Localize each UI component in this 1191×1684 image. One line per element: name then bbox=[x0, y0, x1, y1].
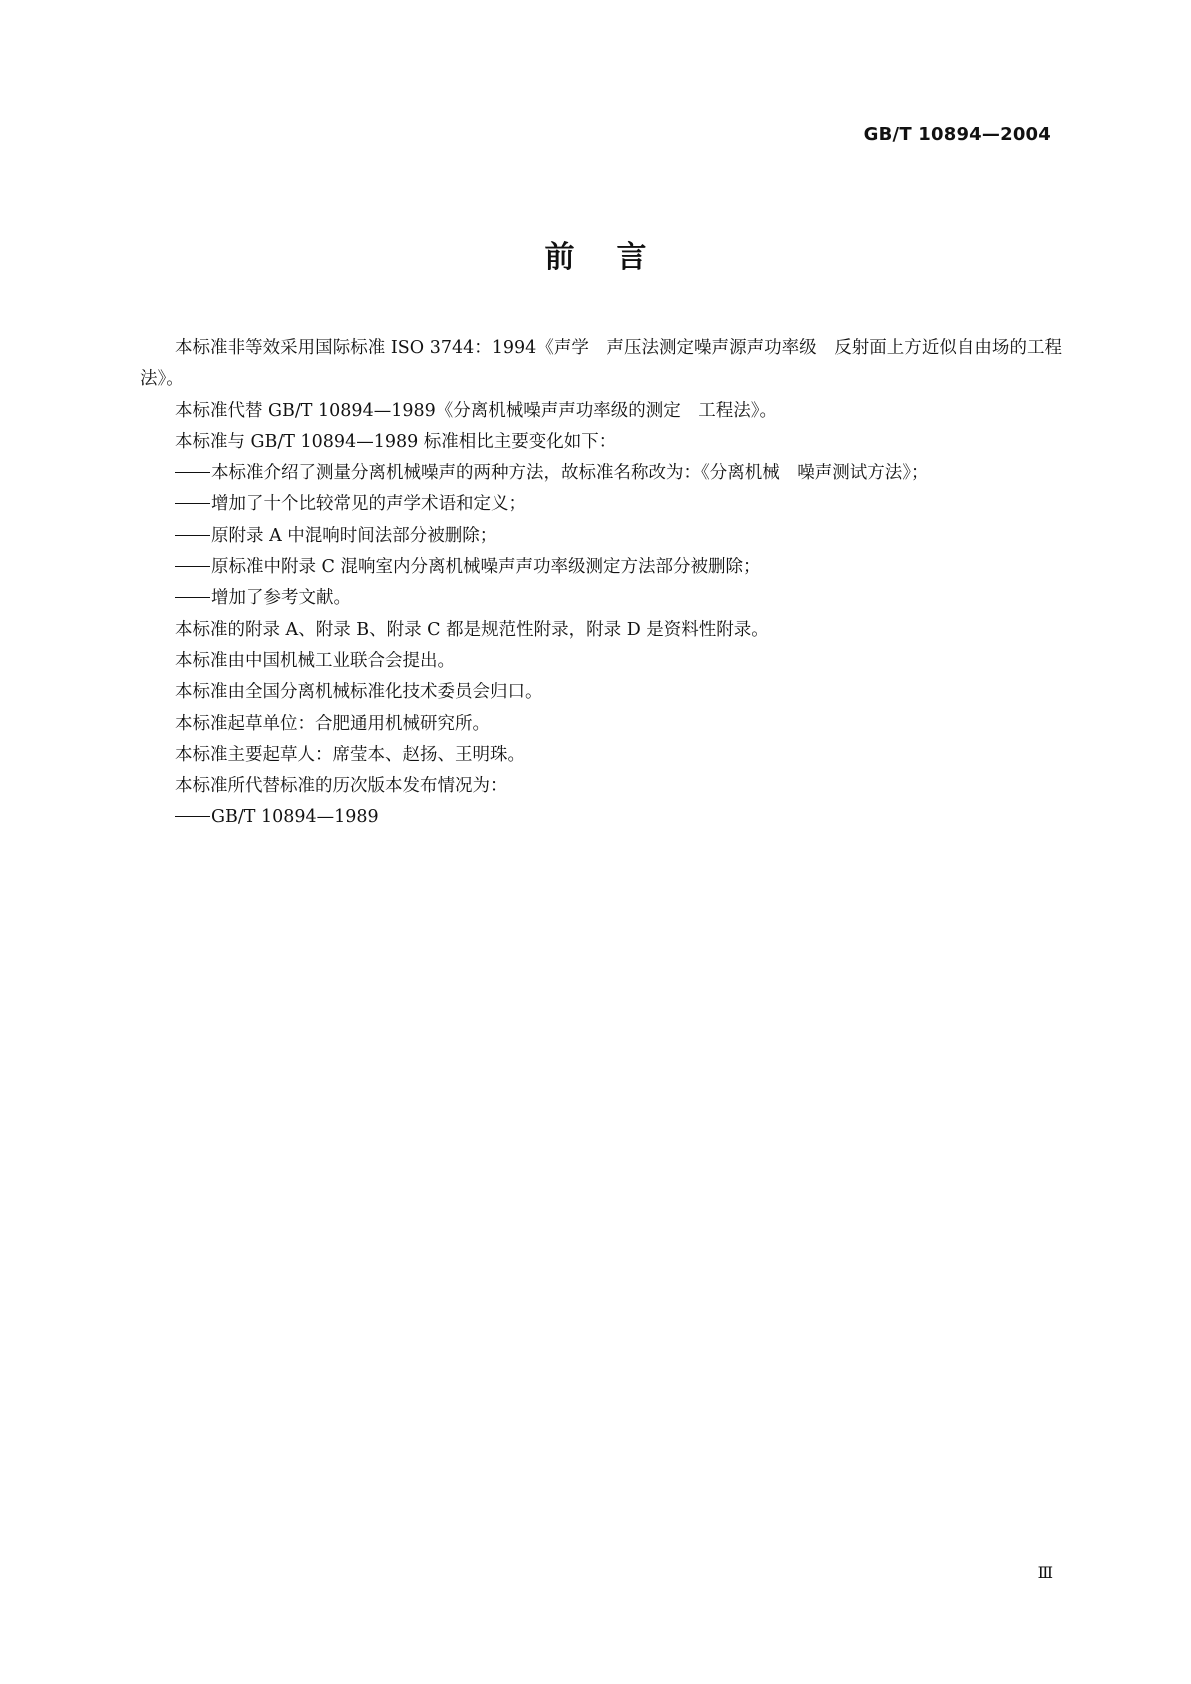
page-number: Ⅲ bbox=[1037, 1563, 1053, 1582]
paragraph-drafting-unit: 本标准起草单位：合肥通用机械研究所。 bbox=[175, 713, 490, 734]
change-item-text: 原标准中附录 C 混响室内分离机械噪声声功率级测定方法部分被删除； bbox=[211, 557, 761, 578]
paragraph-history-intro: 本标准所代替标准的历次版本发布情况为： bbox=[175, 776, 508, 797]
history-item-text: GB/T 10894—1989 bbox=[211, 807, 379, 828]
dash-mark bbox=[175, 566, 210, 567]
page-title: 前言 bbox=[544, 240, 689, 275]
change-item bbox=[140, 489, 1062, 520]
history-item bbox=[140, 802, 1062, 833]
paragraph-adoption: 本标准非等效采用国际标准 ISO 3744：1994《声学 声压法测定噪声源声功率级 反射面上方近似自由场的工程法》。 bbox=[140, 338, 1062, 390]
change-item bbox=[140, 521, 1062, 552]
dash-mark bbox=[175, 503, 210, 504]
paragraph-replacement: 本标准代替 GB/T 10894—1989《分离机械噪声声功率级的测定 工程法》。 bbox=[175, 400, 777, 421]
dash-mark bbox=[175, 816, 210, 817]
standard-code: GB/T 10894—2004 bbox=[863, 124, 1051, 145]
change-item-text: 本标准介绍了测量分离机械噪声的两种方法，故标准名称改为：《分离机械 噪声测试方法》； bbox=[211, 463, 929, 484]
paragraph-changes-intro: 本标准与 GB/T 10894—1989 标准相比主要变化如下： bbox=[175, 431, 617, 452]
dash-mark bbox=[175, 535, 210, 536]
change-item-text: 原附录 A 中混响时间法部分被删除； bbox=[211, 525, 498, 546]
change-item bbox=[140, 458, 1062, 489]
change-item-text: 增加了十个比较常见的声学术语和定义； bbox=[211, 494, 526, 515]
change-item bbox=[140, 583, 1062, 614]
dash-mark bbox=[175, 472, 210, 473]
paragraph-committee: 本标准由全国分离机械标准化技术委员会归口。 bbox=[175, 682, 543, 703]
foreword-body bbox=[140, 333, 1062, 834]
change-item bbox=[140, 552, 1062, 583]
paragraph-proposer: 本标准由中国机械工业联合会提出。 bbox=[175, 650, 455, 671]
paragraph-annexes: 本标准的附录 A、附录 B、附录 C 都是规范性附录，附录 D 是资料性附录。 bbox=[175, 619, 769, 640]
dash-mark bbox=[175, 597, 210, 598]
paragraph-drafters: 本标准主要起草人：席莹本、赵扬、王明珠。 bbox=[175, 744, 525, 765]
change-item-text: 增加了参考文献。 bbox=[211, 588, 351, 609]
